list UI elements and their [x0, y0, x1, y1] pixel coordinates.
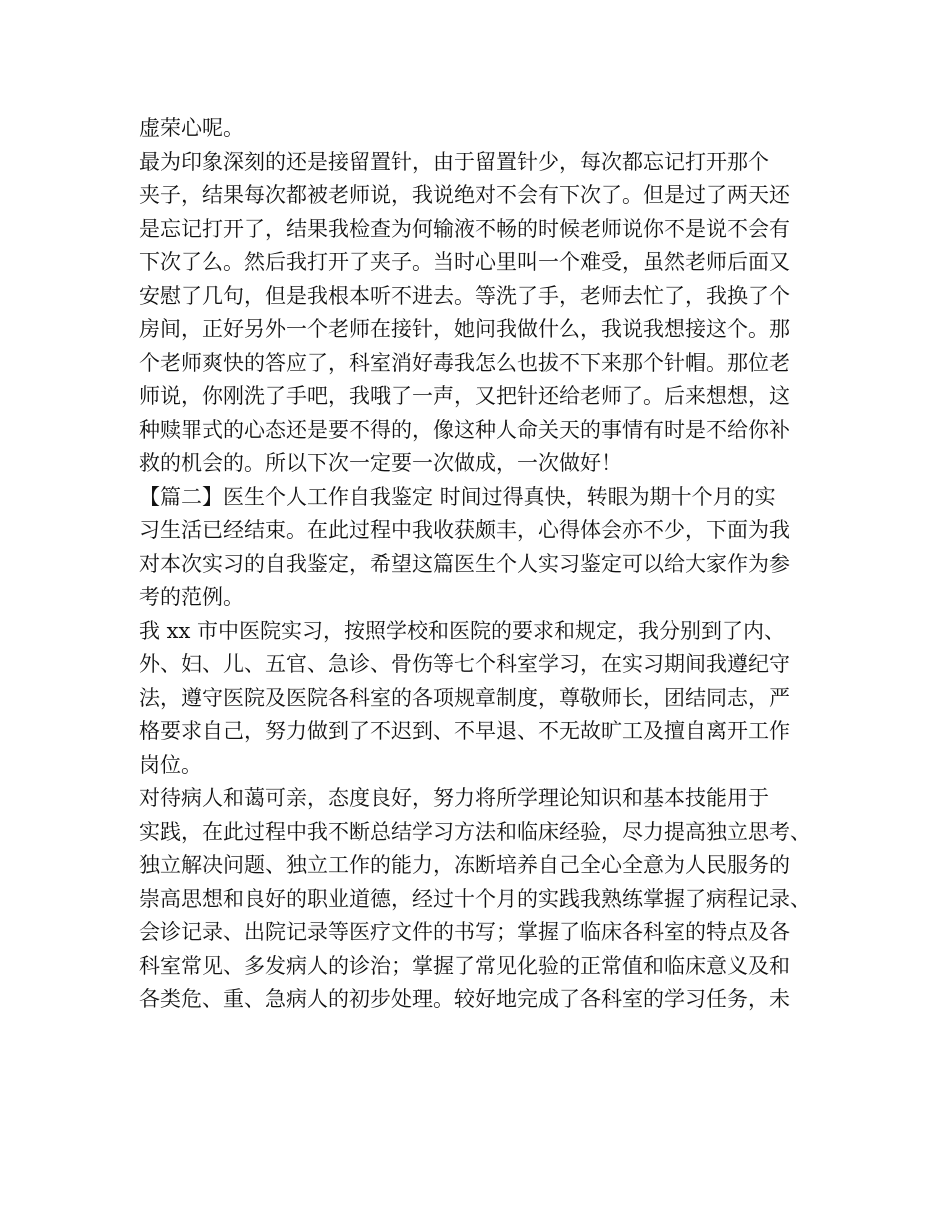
body-text	[139, 112, 819, 1017]
text-line: 种赎罪式的心态还是要不得的，像这种人命关天的事情有时是不给你补	[139, 417, 790, 442]
section-heading-line: 【篇二】医生个人工作自我鉴定 时间过得真快，转眼为期十个月的实	[139, 484, 776, 509]
text-line: 下次了么。然后我打开了夹子。当时心里叫一个难受，虽然老师后面又	[139, 250, 790, 274]
text-line: 夹子，结果每次都被老师说，我说绝对不会有下次了。但是过了两天还	[139, 183, 790, 207]
text-line: 对待病人和蔼可亲，态度良好，努力将所学理论知识和基本技能用于	[139, 786, 769, 810]
text-line: 习生活已经结束。在此过程中我收获颇丰，心得体会亦不少，下面为我	[139, 518, 790, 542]
text-line: 我 xx 市中医院实习，按照学校和医院的要求和规定，我分别到了内、	[139, 618, 786, 643]
text-line: 救的机会的。所以下次一定要一次做成，一次做好！	[139, 451, 622, 475]
text-line: 实践，在此过程中我不断总结学习方法和临床经验，尽力提高独立思考、	[139, 819, 811, 844]
text-line: 外、妇、儿、五官、急诊、骨伤等七个科室学习，在实习期间我遵纪守	[139, 652, 790, 676]
text-line: 崇高思想和良好的职业道德，经过十个月的实践我熟练掌握了病程记录、	[139, 886, 811, 911]
text-line: 考的范例。	[139, 585, 244, 609]
text-line: 对本次实习的自我鉴定，希望这篇医生个人实习鉴定可以给大家作为参	[139, 551, 790, 576]
text-line: 独立解决问题、独立工作的能力，冻断培养自己全心全意为人民服务的	[139, 853, 790, 877]
text-line: 会诊记录、出院记录等医疗文件的书写；掌握了临床各科室的特点及各	[139, 920, 790, 944]
text-line: 科室常见、多发病人的诊治；掌握了常见化验的正常值和临床意义及和	[139, 953, 790, 978]
text-line: 虚荣心呢。	[139, 116, 244, 140]
text-line: 师说，你刚洗了手吧，我哦了一声，又把针还给老师了。后来想想，这	[139, 384, 790, 408]
text-line: 法，遵守医院及医院各科室的各项规章制度，尊敬师长，团结同志，严	[139, 685, 790, 710]
text-line: 是忘记打开了，结果我检查为何输液不畅的时候老师说你不是说不会有	[139, 216, 790, 241]
text-line: 房间，正好另外一个老师在接针，她问我做什么，我说我想接这个。那	[139, 317, 790, 341]
text-line: 最为印象深刻的还是接留置针，由于留置针少，每次都忘记打开那个	[139, 149, 769, 174]
text-line: 岗位。	[139, 752, 202, 777]
text-line: 格要求自己，努力做到了不迟到、不早退、不无故旷工及擅自离开工作	[139, 719, 790, 743]
text-line: 个老师爽快的答应了，科室消好毒我怎么也拔不下来那个针帽。那位老	[139, 350, 790, 375]
text-line: 各类危、重、急病人的初步处理。较好地完成了各科室的学习任务，未	[139, 987, 790, 1011]
text-line: 安慰了几句，但是我根本听不进去。等洗了手，老师去忙了，我换了个	[139, 283, 790, 308]
